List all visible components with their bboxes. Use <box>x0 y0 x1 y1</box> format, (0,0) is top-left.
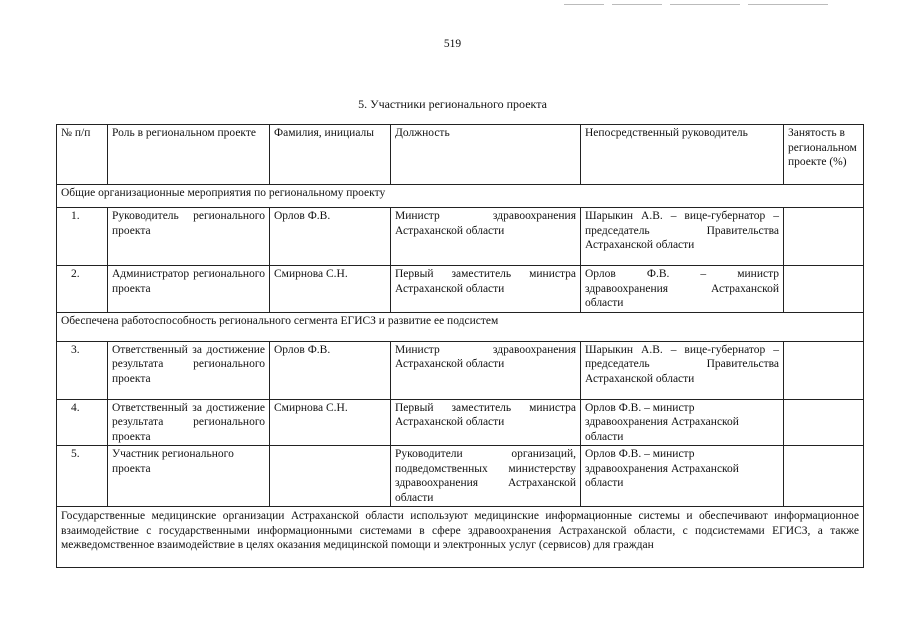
table-row <box>57 399 864 446</box>
row-num: 3. <box>57 341 108 399</box>
row-supervisor: Шарыкин А.В. – вице-губернатор – председатель Правительства Астраханской области <box>581 208 784 266</box>
row-position: Министр здравоохранения Астраханской области <box>391 341 581 399</box>
header-name: Фамилия, инициалы <box>270 125 391 185</box>
row-position: Руководители организаций, подведомственных министерству здравоохранения Астраханской области <box>391 446 581 507</box>
row-supervisor: Орлов Ф.В. – министр здравоохранения Астраханской области <box>581 266 784 313</box>
row-employment <box>784 266 864 313</box>
table-row <box>57 446 864 507</box>
section-title: 5. Участники регионального проекта <box>358 97 547 111</box>
row-role: Ответственный за достижение результата регионального проекта <box>108 399 270 446</box>
scan-artifact-line <box>748 4 828 5</box>
row-name: Орлов Ф.В. <box>270 341 391 399</box>
scan-artifact-line <box>612 4 662 5</box>
scan-artifact-line <box>670 4 740 5</box>
row-num: 1. <box>57 208 108 266</box>
footer-row <box>57 507 864 568</box>
row-role: Администратор регионального проекта <box>108 266 270 313</box>
row-supervisor: Шарыкин А.В. – вице-губернатор – председатель Правительства Астраханской области <box>581 341 784 399</box>
table-header-row <box>57 125 864 185</box>
table-row <box>57 266 864 313</box>
header-position: Должность <box>391 125 581 185</box>
footer-text: Государственные медицинские организации Астраханской области используют медицинские информационные системы и обеспечивают информационное взаимодействие с государственными информационными системами в сфере здравоохранения Астраханской области, с подсистемами ЕГИСЗ, а также межведомственное взаимодействие в целях оказания медицинской помощи и электронных услуг (сервисов) для граждан <box>57 507 864 568</box>
header-supervisor: Непосредственный руководитель <box>581 125 784 185</box>
row-position: Министр здравоохранения Астраханской области <box>391 208 581 266</box>
row-name: Орлов Ф.В. <box>270 208 391 266</box>
row-supervisor: Орлов Ф.В. – министр здравоохранения Астраханской области <box>581 446 784 507</box>
row-num: 5. <box>57 446 108 507</box>
header-num: № п/п <box>57 125 108 185</box>
row-position: Первый заместитель министра Астраханской области <box>391 399 581 446</box>
row-num: 4. <box>57 399 108 446</box>
scan-artifact-line <box>564 4 604 5</box>
group-title: Общие организационные мероприятия по региональному проекту <box>57 185 864 208</box>
row-name <box>270 446 391 507</box>
row-position: Первый заместитель министра Астраханской области <box>391 266 581 313</box>
participants-table <box>56 124 864 568</box>
row-employment <box>784 208 864 266</box>
group-title: Обеспечена работоспособность регионального сегмента ЕГИСЗ и развитие ее подсистем <box>57 312 864 341</box>
group-row <box>57 312 864 341</box>
table-row <box>57 341 864 399</box>
row-role: Участник регионального проекта <box>108 446 270 507</box>
header-employment: Занятость в региональном проекте (%) <box>784 125 864 185</box>
row-employment <box>784 341 864 399</box>
row-name: Смирнова С.Н. <box>270 399 391 446</box>
row-name: Смирнова С.Н. <box>270 266 391 313</box>
row-role: Руководитель регионального проекта <box>108 208 270 266</box>
row-employment <box>784 446 864 507</box>
table-row <box>57 208 864 266</box>
row-num: 2. <box>57 266 108 313</box>
group-row <box>57 185 864 208</box>
row-employment <box>784 399 864 446</box>
page-number: 519 <box>443 38 462 50</box>
row-supervisor: Орлов Ф.В. – министр здравоохранения Астраханской области <box>581 399 784 446</box>
header-role: Роль в региональном проекте <box>108 125 270 185</box>
row-role: Ответственный за достижение результата регионального проекта <box>108 341 270 399</box>
